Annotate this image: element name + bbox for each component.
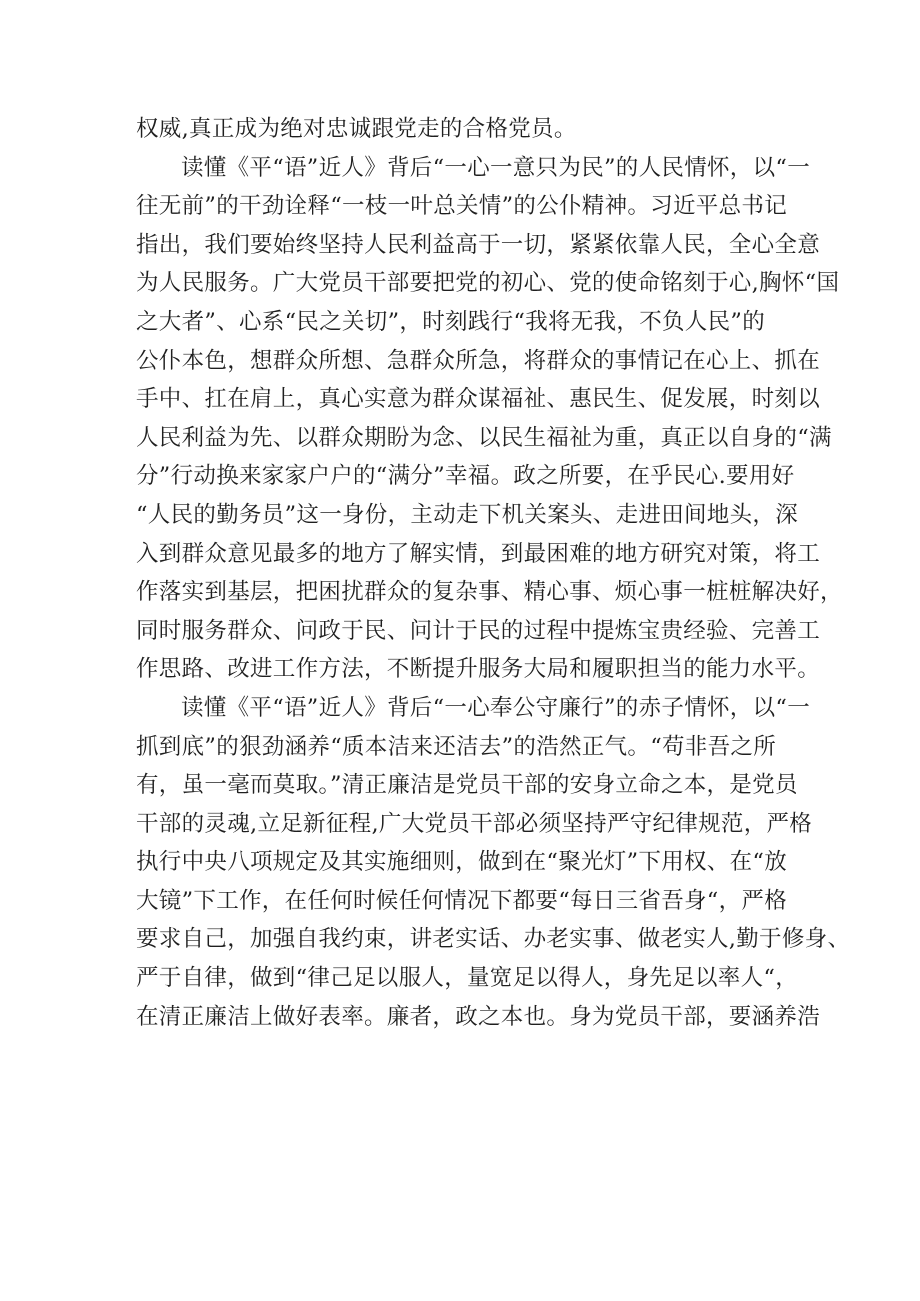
- text-line: 指出，我们要始终坚持人民利益高于一切，紧紧依靠人民，全心全意: [136, 231, 821, 258]
- text-line: 有，虽一毫而莫取。”清正廉洁是党员干部的安身立命之本，是党员: [136, 772, 798, 799]
- text-line: 人民利益为先、以群众期盼为念、以民生福祉为重，真正以自身的“满: [136, 424, 832, 451]
- text-line: 权威,真正成为绝对忠诚跟党走的合格党员。: [136, 116, 577, 142]
- text-line: 作落实到基层，把困扰群众的复杂事、精心事、烦心事一桩桩解决好，: [136, 579, 843, 606]
- text-line: 入到群众意见最多的地方了解实情，到最困难的地方研究对策，将工: [136, 540, 821, 567]
- text-line: 为人民服务。广大党员干部要把党的初心、党的使命铭刻于心,胸怀“国: [136, 270, 840, 297]
- text-line: 抓到底”的狠劲涵养“质本洁来还洁去”的浩然正气。“苟非吾之所: [136, 733, 777, 760]
- text-line: 手中、扛在肩上，真心实意为群众谋福祉、惠民生、促发展，时刻以: [136, 386, 821, 413]
- paragraph-first-line: 读懂《平“语”近人》背后“一心一意只为民”的人民情怀，以“一: [181, 154, 811, 181]
- text-line: 分”行动换来家家户户的“满分”幸福。政之所要，在乎民心.要用好: [136, 463, 795, 490]
- document-body: [136, 110, 851, 1036]
- text-line: 同时服务群众、问政于民、问计于民的过程中提炼宝贵经验、完善工: [136, 617, 821, 644]
- text-line: 在清正廉洁上做好表率。廉者，政之本也。身为党员干部，要涵养浩: [136, 1003, 821, 1030]
- text-line: 之大者”、心系“民之关切”，时刻践行“我将无我，不负人民”的: [136, 308, 766, 335]
- text-line: 公仆本色，想群众所想、急群众所急，将群众的事情记在心上、抓在: [136, 347, 821, 374]
- text-line: 干部的灵魂,立足新征程,广大党员干部必须坚持严守纪律规范，严格: [136, 810, 813, 837]
- text-line: 严于自律，做到“律己足以服人，量宽足以得人，身先足以率人“，: [136, 965, 799, 992]
- text-line: 作思路、改进工作方法，不断提升服务大局和履职担当的能力水平。: [136, 656, 821, 683]
- text-line: 往无前”的干劲诠释“一枝一叶总关情”的公仆精神。习近平总书记: [136, 193, 788, 220]
- text-line: 要求自己，加强自我约束，讲老实话、办老实事、做老实人,勤于修身、: [136, 926, 851, 953]
- text-line: 大镜”下工作，在任何时候任何情况下都要“每日三省吾身“，严格: [136, 887, 788, 914]
- text-line: 执行中央八项规定及其实施细则，做到在“聚光灯”下用权、在“放: [136, 849, 788, 876]
- text-line: “人民的勤务员”这一身份，主动走下机关案头、走进田间地头，深: [136, 501, 799, 528]
- paragraph-first-line: 读懂《平“语”近人》背后“一心奉公守廉行”的赤子情怀，以“一: [181, 694, 811, 721]
